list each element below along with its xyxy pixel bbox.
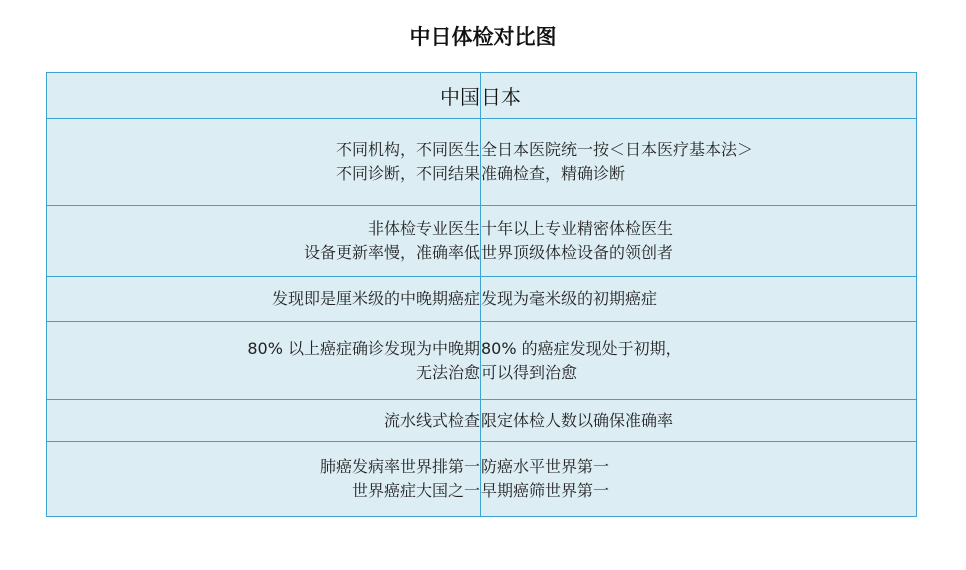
china-cell [47, 119, 481, 206]
japan-cell [481, 119, 917, 206]
china-text: 不同诊断，不同结果 [335, 164, 480, 183]
japan-cell [481, 400, 917, 442]
china-cell [47, 277, 481, 322]
japan-text: 世界顶级体检设备的领创者 [481, 243, 674, 262]
table-row [47, 277, 917, 322]
china-text: 肺癌发病率世界排第一 [319, 457, 480, 476]
table-row [47, 119, 917, 206]
japan-text: 准确检查，精确诊断 [481, 164, 626, 183]
china-text: 发现即是厘米级的中晚期癌症 [271, 289, 480, 308]
china-text: 80% 以上癌症确诊发现为中晚期 [247, 338, 480, 358]
table-row [47, 442, 917, 517]
japan-cell [481, 322, 917, 400]
japan-text: 80% 的癌症发现处于初期， [481, 338, 682, 358]
china-cell [47, 322, 481, 400]
table-row [47, 322, 917, 400]
china-text: 无法治愈 [415, 362, 480, 382]
japan-text: 防癌水平世界第一 [481, 457, 610, 476]
header-row [47, 73, 917, 119]
china-cell [47, 206, 481, 277]
china-text: 流水线式检查 [383, 410, 480, 430]
comparison-table [46, 72, 917, 517]
china-text: 世界癌症大国之一 [351, 481, 480, 500]
table-row [47, 206, 917, 277]
table-row [47, 400, 917, 442]
header-japan: 日本 [481, 73, 917, 119]
china-text: 设备更新率慢，准确率低 [303, 243, 480, 262]
japan-cell [481, 442, 917, 517]
japan-text: 十年以上专业精密体检医生 [481, 219, 674, 238]
header-china: 中国 [47, 73, 481, 119]
china-cell [47, 400, 481, 442]
japan-cell [481, 206, 917, 277]
japan-text: 限定体检人数以确保准确率 [481, 410, 674, 430]
china-cell [47, 442, 481, 517]
china-text: 不同机构，不同医生 [335, 140, 480, 159]
japan-text: 可以得到治愈 [481, 362, 578, 382]
china-text: 非体检专业医生 [367, 219, 480, 238]
japan-text: 发现为毫米级的初期癌症 [481, 289, 658, 308]
japan-text: 全日本医院统一按＜日本医疗基本法＞ [481, 140, 754, 159]
japan-cell [481, 277, 917, 322]
japan-text: 早期癌筛世界第一 [481, 481, 610, 500]
page-title: 中日体检对比图 [409, 25, 557, 49]
